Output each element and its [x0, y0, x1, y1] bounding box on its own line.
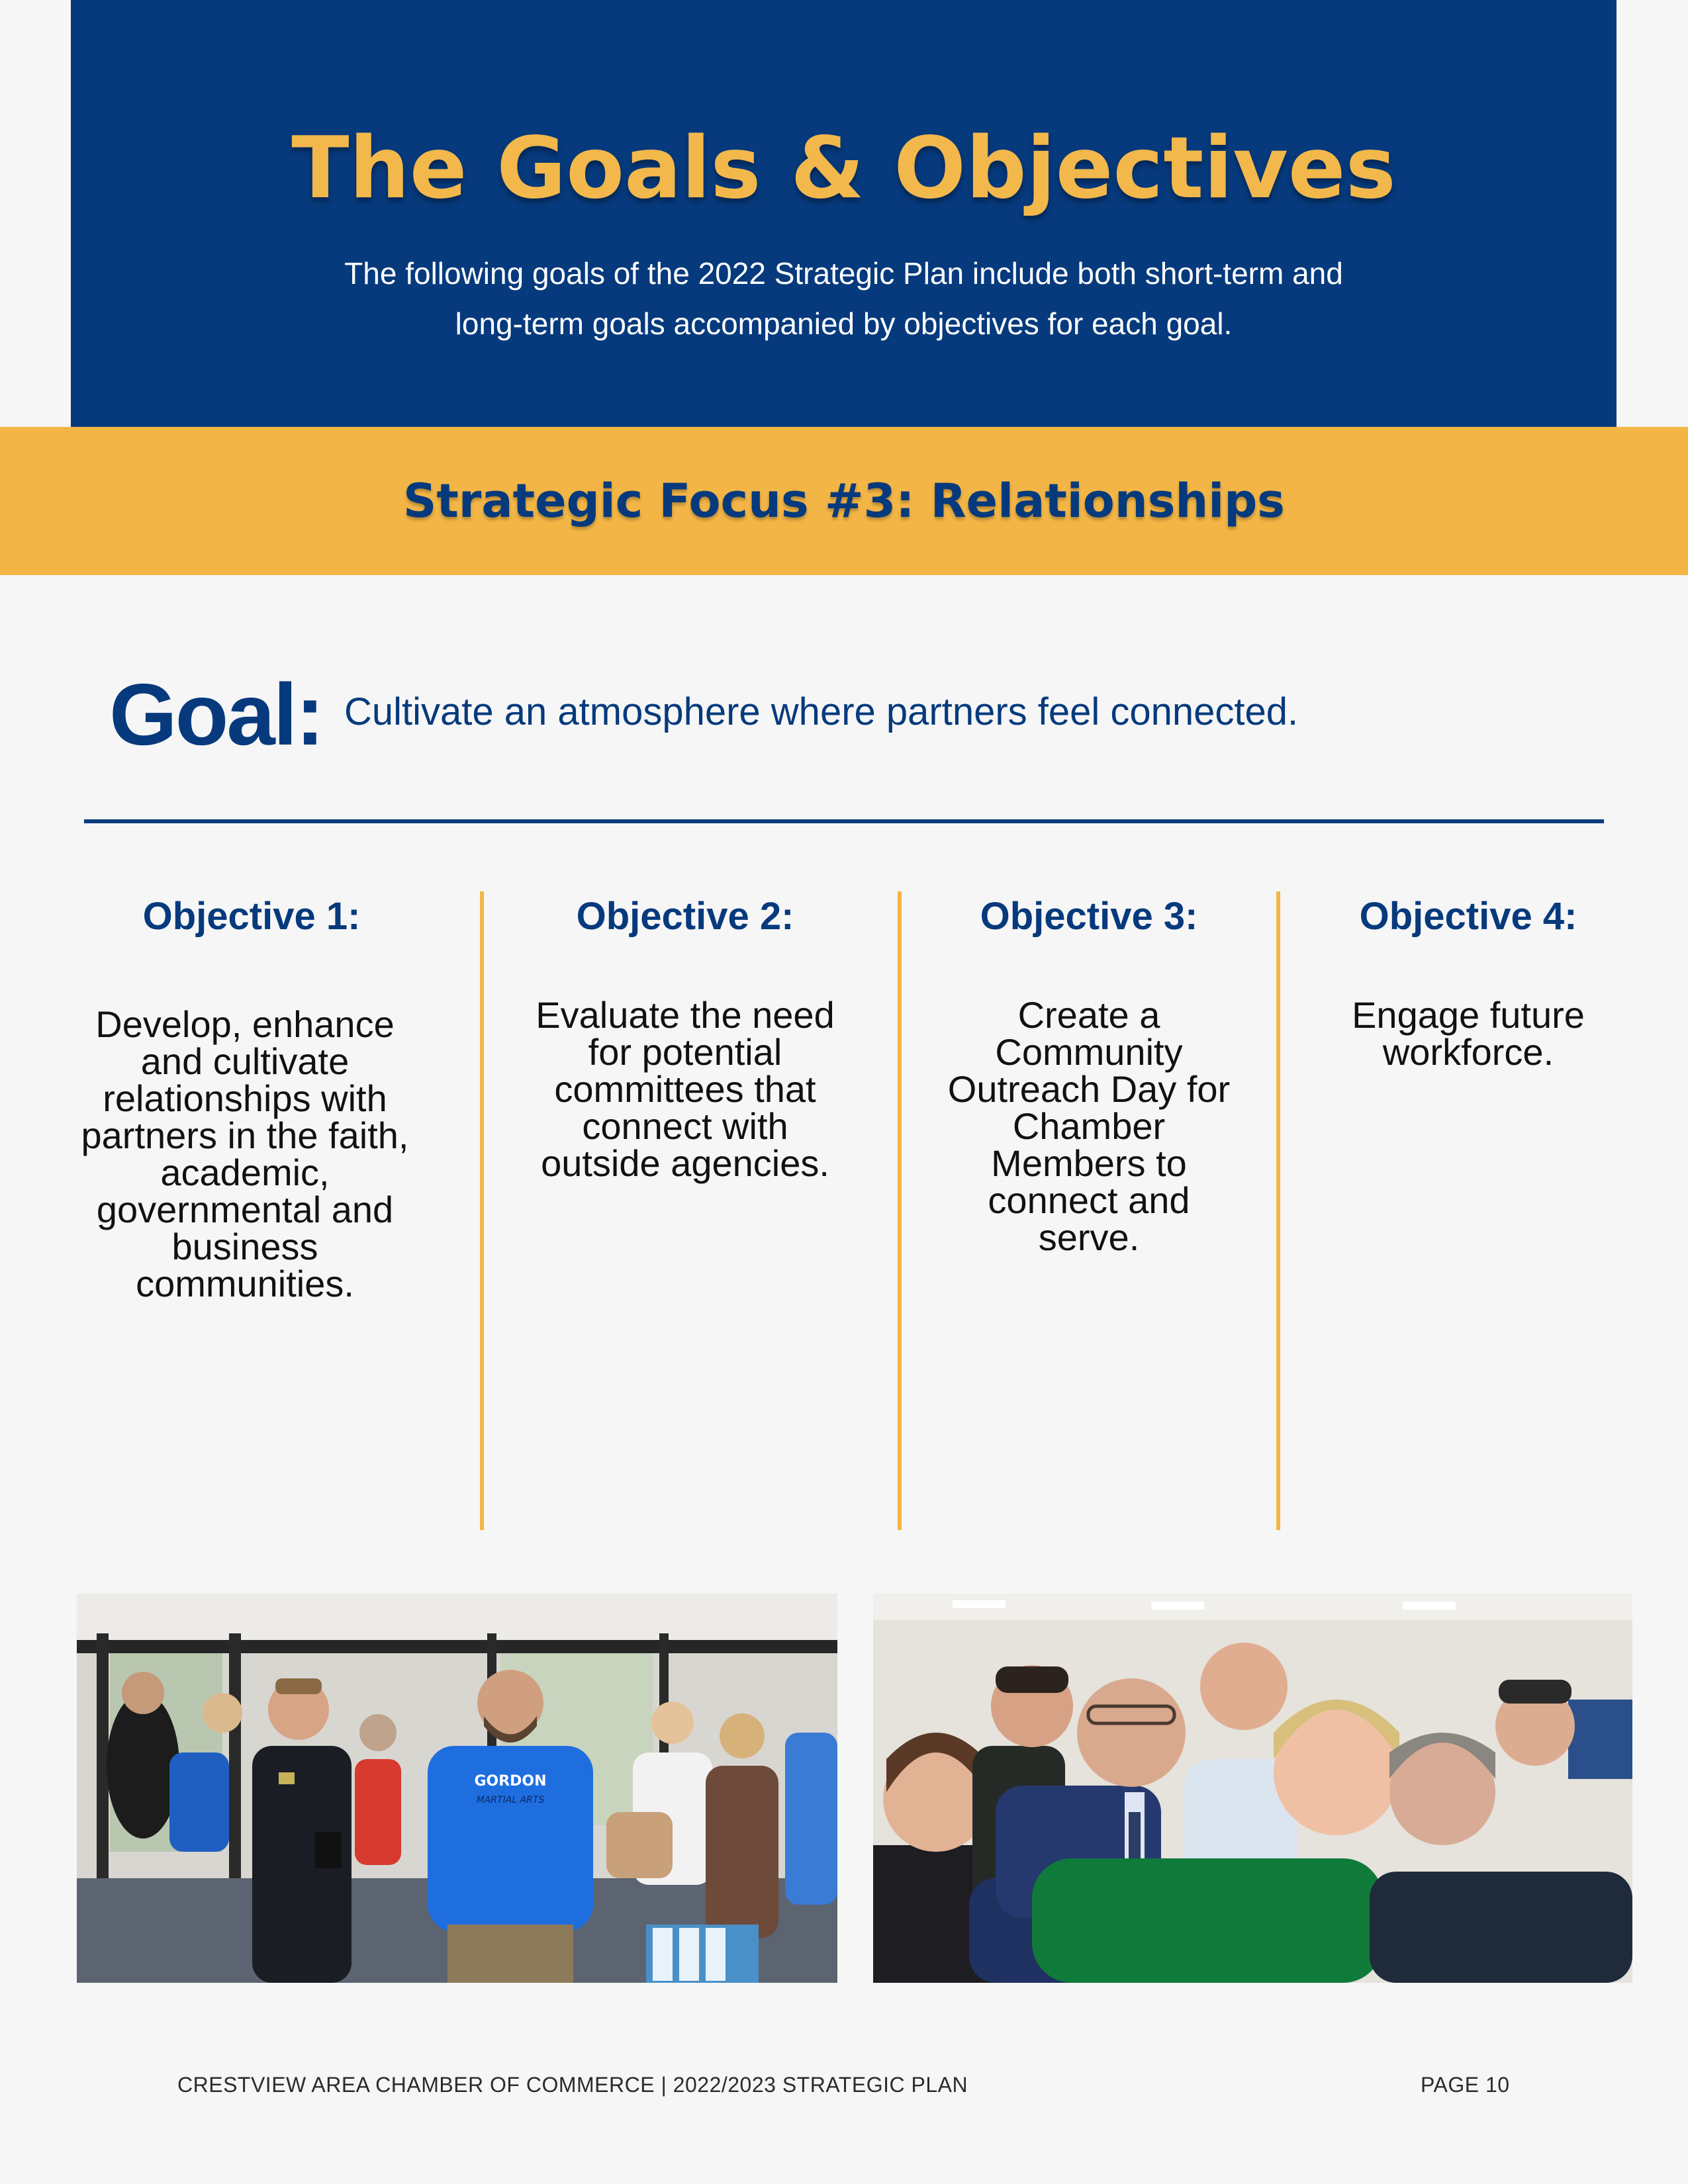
objective-3-title: Objective 3:: [980, 895, 1198, 938]
networking-event-photo: [77, 1594, 837, 1983]
page-number: PAGE 10: [1421, 2073, 1510, 2097]
goal-text: Cultivate an atmosphere where partners feel connected.: [344, 690, 1299, 733]
objective-4-title: Objective 4:: [1359, 895, 1577, 938]
group-photo: [873, 1594, 1632, 1983]
shirt-text: GORDON: [474, 1773, 547, 1790]
objective-1-title: Objective 1:: [142, 895, 361, 938]
objective-divider: [898, 891, 902, 1530]
objective-divider: [480, 891, 484, 1530]
objective-4-text: Engage future workforce.: [1352, 994, 1585, 1073]
objective-3-text: Create a Community Outreach Day for Chamber Members to connect and serve.: [947, 994, 1231, 1258]
goal-label: Goal:: [109, 666, 323, 763]
footer-organization: CRESTVIEW AREA CHAMBER OF COMMERCE | 2022/2023 STRATEGIC PLAN: [177, 2073, 968, 2097]
strategic-focus-band: [0, 427, 1688, 575]
shirt-subtext: MARTIAL ARTS: [476, 1795, 545, 1805]
page-title: The Goals & Objectives: [291, 119, 1396, 218]
intro-text: The following goals of the 2022 Strategic Plan include both short-term and long-term goals accompanied by objectives for each goal.: [344, 256, 1343, 341]
objective-1-text: Develop, enhance and cultivate relationships with partners in the faith, academic, governmental and business communities.: [81, 1003, 409, 1304]
objective-2-text: Evaluate the need for potential committees that connect with outside agencies.: [536, 994, 835, 1184]
objective-2-title: Objective 2:: [576, 895, 794, 938]
objective-divider: [1276, 891, 1280, 1530]
strategic-focus-title: Strategic Focus #3: Relationships: [403, 474, 1285, 528]
goal-divider: [84, 819, 1604, 823]
header-banner: [71, 0, 1617, 427]
